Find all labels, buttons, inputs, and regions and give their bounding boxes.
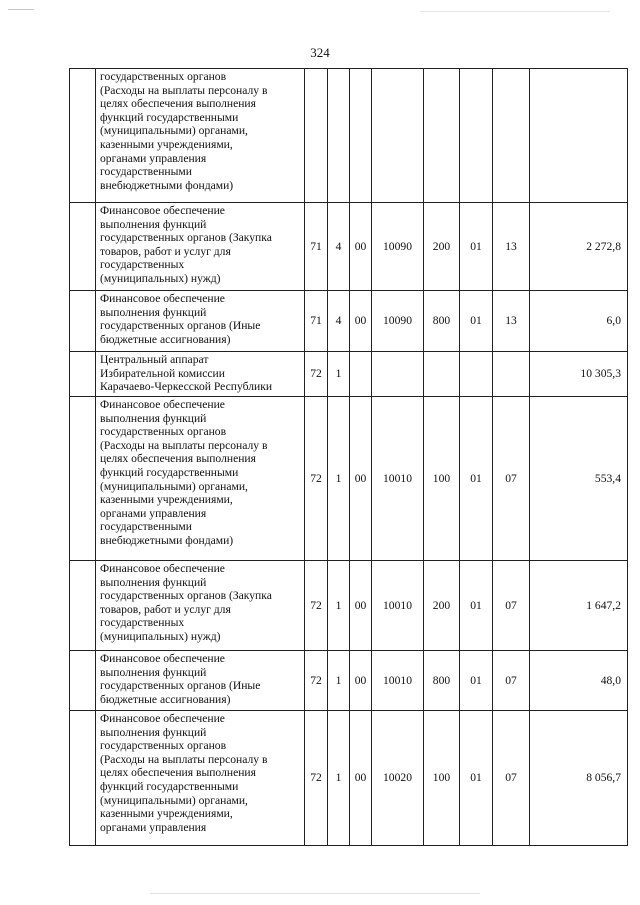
code-cell: 00 xyxy=(350,651,372,711)
row-number-cell xyxy=(70,651,96,711)
code-cell: 200 xyxy=(424,561,460,651)
code-cell: 10010 xyxy=(372,561,424,651)
code-cell: 200 xyxy=(424,203,460,291)
code-cell: 72 xyxy=(305,561,328,651)
row-number-cell xyxy=(70,711,96,846)
code-cell: 01 xyxy=(460,291,493,352)
amount-cell xyxy=(530,69,628,203)
code-cell: 100 xyxy=(424,397,460,561)
code-cell: 01 xyxy=(460,711,493,846)
code-cell: 01 xyxy=(460,397,493,561)
code-cell: 00 xyxy=(350,561,372,651)
code-cell: 01 xyxy=(460,561,493,651)
row-number-cell xyxy=(70,352,96,397)
code-cell: 13 xyxy=(493,291,530,352)
amount-cell: 6,0 xyxy=(530,291,628,352)
code-cell: 1 xyxy=(328,651,350,711)
code-cell: 07 xyxy=(493,651,530,711)
code-cell: 10020 xyxy=(372,711,424,846)
code-cell xyxy=(372,352,424,397)
code-cell: 4 xyxy=(328,291,350,352)
code-cell: 71 xyxy=(305,291,328,352)
amount-cell: 48,0 xyxy=(530,651,628,711)
row-number-cell xyxy=(70,561,96,651)
code-cell: 10090 xyxy=(372,203,424,291)
code-cell: 72 xyxy=(305,651,328,711)
code-cell: 07 xyxy=(493,561,530,651)
code-cell xyxy=(493,352,530,397)
code-cell: 72 xyxy=(305,352,328,397)
code-cell: 01 xyxy=(460,203,493,291)
amount-cell: 10 305,3 xyxy=(530,352,628,397)
code-cell: 07 xyxy=(493,397,530,561)
code-cell: 00 xyxy=(350,203,372,291)
table-row xyxy=(70,352,628,397)
row-number-cell xyxy=(70,291,96,352)
amount-cell: 2 272,8 xyxy=(530,203,628,291)
scan-artifact-top-right xyxy=(420,11,610,12)
scan-artifact-top-left xyxy=(8,9,34,10)
expense-name: Финансовое обеспечение выполнения функций государственных органов (Расходы на выплаты персоналу в целях обеспечения выполнения функций государственными (муниципальными) органами, казенными учреждениями, органами управления государственными внебюджетными фондами) xyxy=(96,397,305,561)
code-cell xyxy=(328,69,350,203)
page-number: 324 xyxy=(310,45,330,60)
code-cell xyxy=(350,69,372,203)
expense-name: государственных органов (Расходы на выплаты персоналу в целях обеспечения выполнения функций государственными (муниципальными) органами, казенными учреждениями, органами управления государственными внебюджетными фондами) xyxy=(96,69,305,203)
code-cell: 00 xyxy=(350,711,372,846)
code-cell: 10090 xyxy=(372,291,424,352)
expense-name: Финансовое обеспечение выполнения функций государственных органов (Иные бюджетные ассигнования) xyxy=(96,291,305,352)
code-cell: 01 xyxy=(460,651,493,711)
code-cell xyxy=(372,69,424,203)
table-row xyxy=(70,561,628,651)
table-row xyxy=(70,291,628,352)
code-cell: 1 xyxy=(328,561,350,651)
budget-table xyxy=(69,68,628,846)
amount-cell: 1 647,2 xyxy=(530,561,628,651)
row-number-cell xyxy=(70,397,96,561)
table-row xyxy=(70,651,628,711)
code-cell: 72 xyxy=(305,397,328,561)
code-cell: 800 xyxy=(424,651,460,711)
code-cell: 10010 xyxy=(372,397,424,561)
code-cell: 13 xyxy=(493,203,530,291)
code-cell: 00 xyxy=(350,291,372,352)
expense-name: Центральный аппарат Избирательной комиссии Карачаево-Черкесской Республики xyxy=(96,352,305,397)
code-cell xyxy=(460,352,493,397)
code-cell xyxy=(424,352,460,397)
code-cell: 00 xyxy=(350,397,372,561)
code-cell: 72 xyxy=(305,711,328,846)
code-cell: 71 xyxy=(305,203,328,291)
row-number-cell xyxy=(70,69,96,203)
code-cell: 07 xyxy=(493,711,530,846)
amount-cell: 8 056,7 xyxy=(530,711,628,846)
code-cell xyxy=(493,69,530,203)
code-cell: 1 xyxy=(328,352,350,397)
scan-artifact-bottom xyxy=(150,893,480,894)
row-number-cell xyxy=(70,203,96,291)
expense-name: Финансовое обеспечение выполнения функций государственных органов (Закупка товаров, работ и услуг для государственных (муниципальных) нужд) xyxy=(96,203,305,291)
code-cell: 1 xyxy=(328,397,350,561)
amount-cell: 553,4 xyxy=(530,397,628,561)
budget-table-body xyxy=(70,69,628,846)
code-cell xyxy=(424,69,460,203)
expense-name: Финансовое обеспечение выполнения функций государственных органов (Расходы на выплаты персоналу в целях обеспечения выполнения функций государственными (муниципальными) органами, казенными учреждениями, органами управления xyxy=(96,711,305,846)
code-cell xyxy=(305,69,328,203)
code-cell: 1 xyxy=(328,711,350,846)
code-cell xyxy=(350,352,372,397)
code-cell: 4 xyxy=(328,203,350,291)
table-row xyxy=(70,69,628,203)
code-cell: 800 xyxy=(424,291,460,352)
table-row xyxy=(70,203,628,291)
code-cell: 100 xyxy=(424,711,460,846)
code-cell: 10010 xyxy=(372,651,424,711)
table-row xyxy=(70,711,628,846)
table-row xyxy=(70,397,628,561)
expense-name: Финансовое обеспечение выполнения функций государственных органов (Иные бюджетные ассигнования) xyxy=(96,651,305,711)
expense-name: Финансовое обеспечение выполнения функций государственных органов (Закупка товаров, работ и услуг для государственных (муниципальных) нужд) xyxy=(96,561,305,651)
code-cell xyxy=(460,69,493,203)
